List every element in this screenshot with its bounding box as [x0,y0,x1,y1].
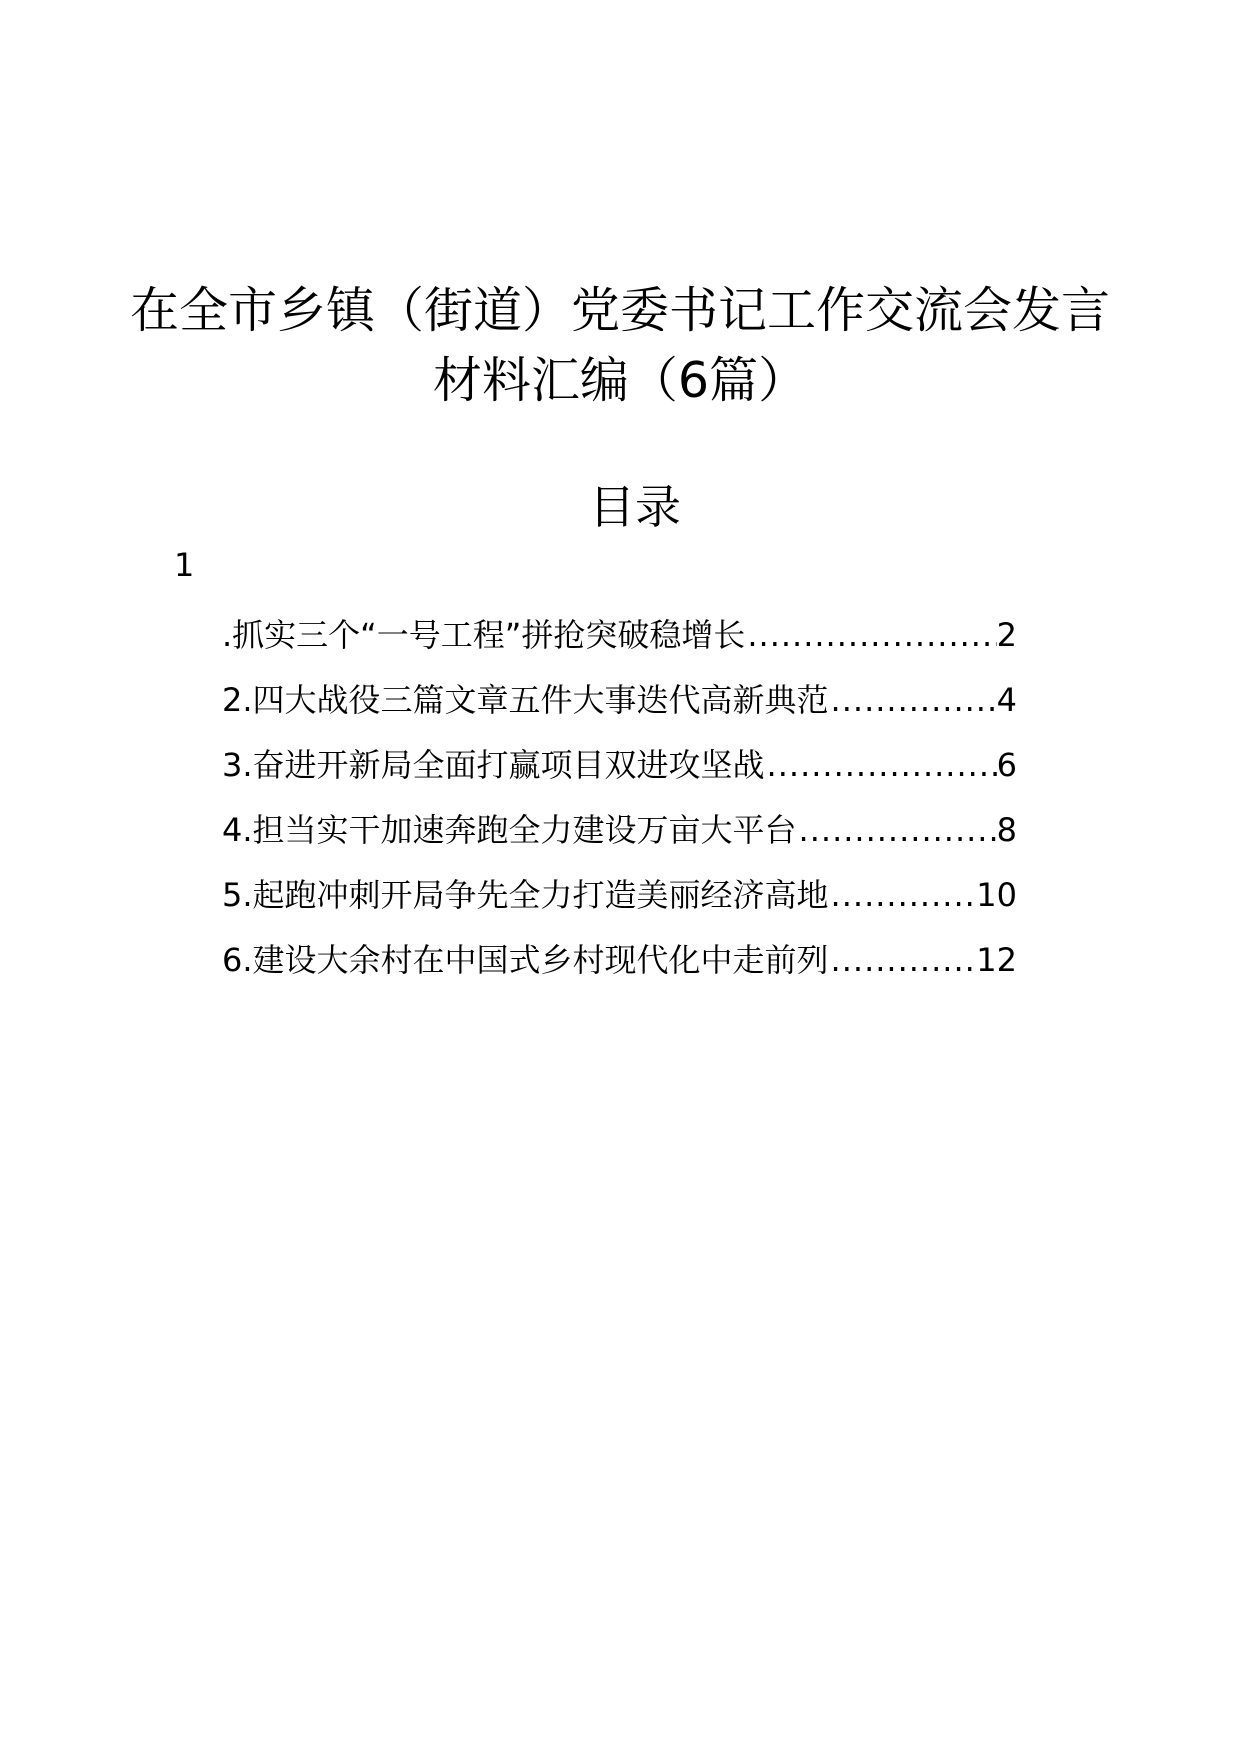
toc-entry-page: 8 [996,811,1017,849]
toc-entry[interactable] [222,810,1017,875]
toc-entry[interactable] [222,615,1017,680]
toc-number: 1 [174,546,195,584]
table-of-contents [222,615,1017,1005]
toc-dot-leader [797,810,997,850]
toc-entry-title: 4.担当实干加速奔跑全力建设万亩大平台 [222,811,797,849]
toc-dot-leader [745,615,996,655]
toc-entry[interactable] [222,745,1017,810]
toc-entry-page: 12 [976,941,1017,979]
toc-entry[interactable] [222,940,1017,1005]
toc-entry-title: 6.建设大余村在中国式乡村现代化中走前列 [222,941,829,979]
toc-entry[interactable] [222,680,1017,745]
toc-entry-title: 2.四大战役三篇文章五件大事迭代高新典范 [222,681,829,719]
toc-entry-page: 10 [976,876,1017,914]
toc-dot-leader [829,680,997,720]
toc-dot-leader [829,875,977,915]
toc-entry-page: 2 [996,616,1017,654]
toc-heading: 目录 [589,480,681,534]
toc-entry-title: 3.奋进开新局全面打赢项目双进攻坚战 [222,746,765,784]
toc-entry[interactable] [222,875,1017,940]
toc-dot-leader [765,745,997,785]
document-title-line-1: 在全市乡镇（街道）党委书记工作交流会发言 [129,282,1110,339]
toc-entry-title: 5.起跑冲刺开局争先全力打造美丽经济高地 [222,876,829,914]
document-title-line-2: 材料汇编（6篇） [432,352,808,409]
toc-dot-leader [829,940,977,980]
toc-entry-title: .抓实三个“一号工程”拼抢突破稳增长 [222,616,746,654]
toc-entry-page: 6 [996,746,1017,784]
toc-entry-page: 4 [996,681,1017,719]
